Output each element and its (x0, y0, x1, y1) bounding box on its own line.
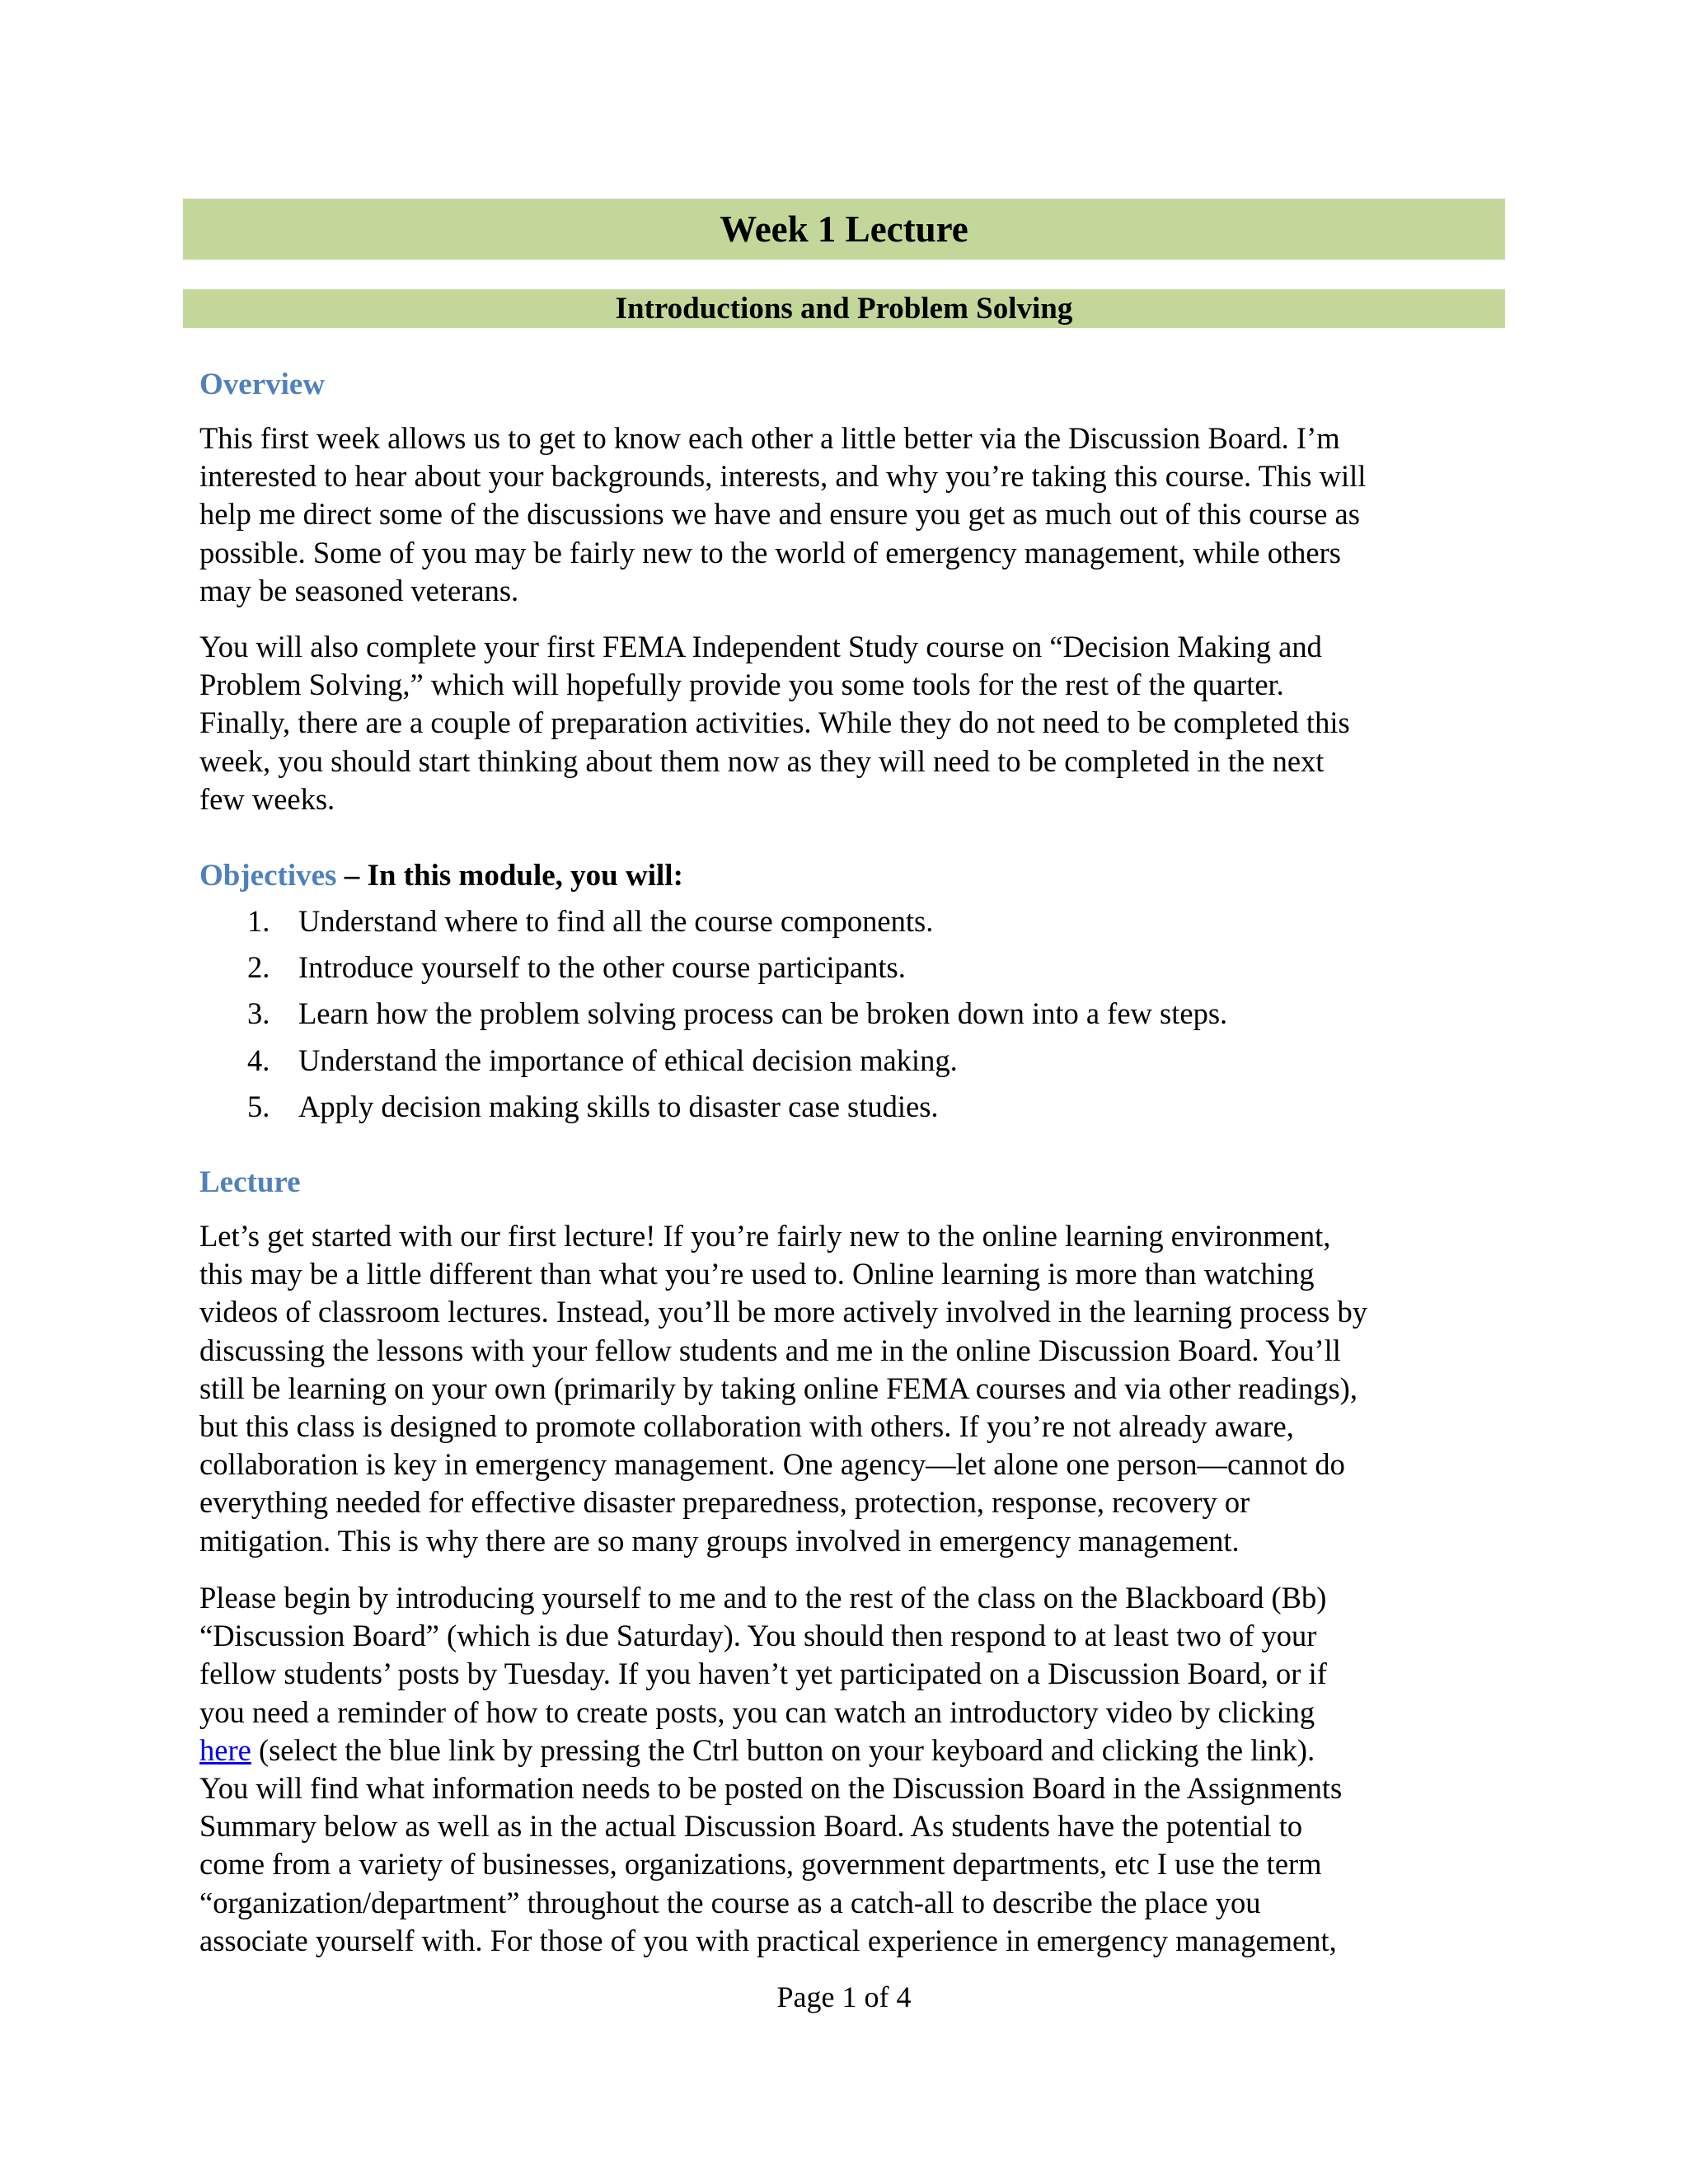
text-line: interested to hear about your backgrounds, interests, and why you’re taking this course. This will (199, 459, 1367, 494)
page-number: Page 1 of 4 (776, 1980, 912, 2013)
list-item-number: 1. (247, 904, 270, 938)
list-item-text: Apply decision making skills to disaster case studies. (298, 1089, 939, 1123)
text-line: help me direct some of the discussions we have and ensure you get as much out of this course as (199, 497, 1360, 532)
document-title (183, 199, 1505, 260)
text-line: You will also complete your first FEMA Independent Study course on “Decision Making and (199, 630, 1322, 663)
lecture-paragraph-2 (199, 1579, 1518, 1960)
text-line: videos of classroom lectures. Instead, you’ll be more actively involved in the learning process by (199, 1295, 1368, 1329)
text-line: “Discussion Board” (which is due Saturday). You should then respond to at least two of your (199, 1619, 1317, 1653)
lecture-paragraph-1 (199, 1217, 1518, 1560)
objectives-heading-intro: – In this module, you will: (336, 859, 683, 893)
text-line: you need a reminder of how to create posts, you can watch an introductory video by clicking (199, 1694, 1315, 1729)
list-item-text: Understand where to find all the course components. (298, 904, 934, 938)
discussion-video-link[interactable]: here (199, 1732, 251, 1767)
text-line: discussing the lessons with your fellow students and me in the online Discussion Board. You’ll (199, 1333, 1341, 1367)
overview-heading: Overview (199, 368, 326, 401)
text-line: this may be a little different than what you’re used to. Online learning is more than watching (199, 1257, 1315, 1291)
text-line: may be seasoned veterans. (199, 573, 519, 607)
text-line: “organization/department” throughout the course as a catch-all to describe the place you (199, 1885, 1261, 1919)
document-title-text: Week 1 Lecture (720, 209, 968, 250)
text-line: week, you should start thinking about them now as they will need to be completed in the next (199, 743, 1325, 778)
list-item-text: Understand the importance of ethical decision making. (298, 1043, 958, 1077)
text-line: fellow students’ posts by Tuesday. If you haven’t yet participated on a Discussion Board, or if (199, 1657, 1327, 1691)
list-item (0, 995, 1688, 1041)
text-line: come from a variety of businesses, organizations, government departments, etc I use the term (199, 1847, 1322, 1882)
objectives-list (0, 902, 1688, 1134)
list-item-number: 3. (247, 996, 270, 1031)
text-line: few weeks. (199, 781, 335, 816)
overview-paragraph-1 (199, 419, 1518, 610)
text-line: still be learning on your own (primarily by taking online FEMA courses and via other readings), (199, 1371, 1357, 1405)
text-line: Finally, there are a couple of preparation activities. While they do not need to be completed this (199, 705, 1350, 740)
text-line: Summary below as well as in the actual Discussion Board. As students have the potential to (199, 1809, 1303, 1844)
list-item (0, 1042, 1688, 1088)
text-line: but this class is designed to promote collaboration with others. If you’re not already aware, (199, 1409, 1294, 1444)
text-line: Please begin by introducing yourself to me and to the rest of the class on the Blackboard (Bb) (199, 1581, 1327, 1615)
text-line: mitigation. This is why there are so many groups involved in emergency management. (199, 1523, 1240, 1558)
list-item (0, 902, 1688, 949)
list-item-number: 2. (247, 950, 270, 985)
objectives-heading-label: Objectives (199, 859, 337, 893)
text-line: collaboration is key in emergency management. One agency—let alone one person—cannot do (199, 1447, 1345, 1482)
link-line-rest: (select the blue link by pressing the Ctrl button on your keyboard and clicking the link). (251, 1732, 1315, 1767)
text-line: You will find what information needs to be posted on the Discussion Board in the Assignments (199, 1771, 1343, 1806)
list-item (0, 949, 1688, 995)
text-line: possible. Some of you may be fairly new to the world of emergency management, while others (199, 535, 1341, 569)
list-item-number: 5. (247, 1089, 270, 1123)
list-item-number: 4. (247, 1043, 270, 1077)
text-line-with-link (199, 1732, 1518, 1769)
text-line: This first week allows us to get to know each other a little better via the Discussion Board. I’m (199, 421, 1340, 455)
text-line: Problem Solving,” which will hopefully provide you some tools for the rest of the quarter. (199, 668, 1284, 702)
text-line: everything needed for effective disaster preparedness, protection, response, recovery or (199, 1485, 1250, 1520)
list-item-text: Introduce yourself to the other course participants. (298, 950, 906, 985)
lecture-heading: Lecture (199, 1165, 301, 1199)
list-item (0, 1088, 1688, 1134)
document-subtitle (183, 289, 1505, 328)
document-subtitle-text: Introductions and Problem Solving (615, 292, 1073, 326)
text-line: associate yourself with. For those of you with practical experience in emergency management, (199, 1923, 1337, 1957)
objectives-heading (199, 857, 683, 895)
text-line: Let’s get started with our first lecture! If you’re fairly new to the online learning environment, (199, 1219, 1331, 1253)
overview-paragraph-2 (199, 628, 1518, 818)
list-item-text: Learn how the problem solving process can be broken down into a few steps. (298, 996, 1228, 1031)
